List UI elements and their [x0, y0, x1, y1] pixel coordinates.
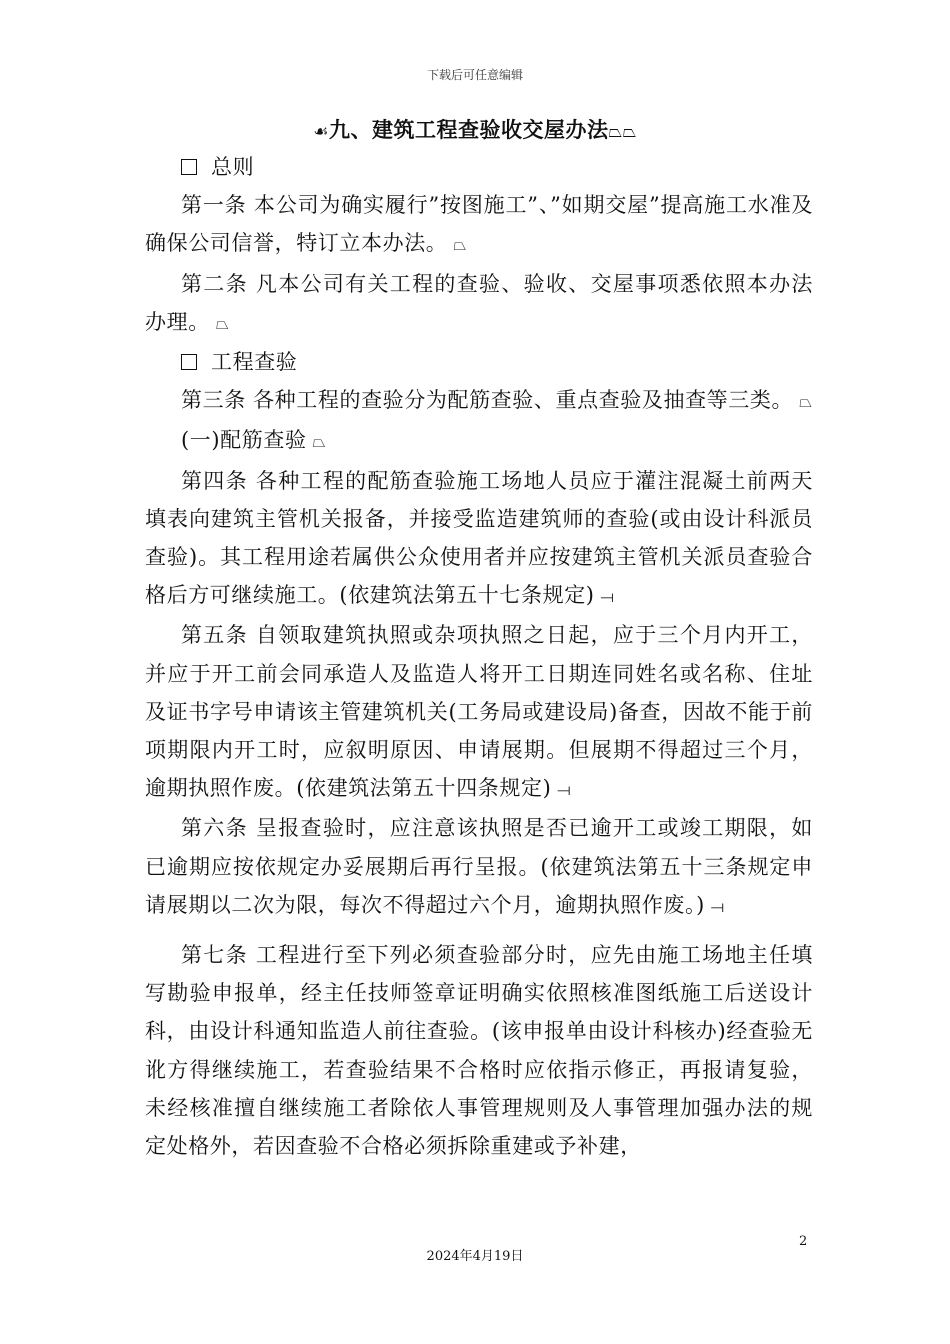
article-6-text: 第六条 呈报查验时，应注意该执照是否已逾开工或竣工期限，如已逾期应按依规定办妥展期后再行呈报。(依建筑法第五十三条规定申请展期以二次为限，每次不得超过六个月，逾期执照作废。) — [145, 816, 813, 917]
article-3-text: 第三条 各种工程的查验分为配筋查验、重点查验及抽查等三类。 — [181, 388, 794, 413]
title-end-marks: ⏢⏢ — [608, 122, 637, 142]
subsection-rebar — [145, 421, 813, 461]
footer-date: 2024年4月19日 — [426, 1249, 524, 1264]
section-heading-inspection — [145, 343, 813, 381]
section-inspection-label: 工程查验 — [211, 350, 298, 375]
article-2-text: 第二条 凡本公司有关工程的查验、验收、交屋事项悉依照本办法办理。 — [145, 271, 813, 334]
decorative-leaf-icon: ☙ — [313, 122, 330, 142]
page-number: 2 — [799, 1234, 808, 1249]
paragraph-mark-icon: ⏢ — [453, 235, 467, 255]
paragraph-gap — [145, 926, 813, 936]
subsection-rebar-text: (一)配筋查验 — [181, 428, 307, 453]
article-7-text: 第七条 工程进行至下列必须查验部分时，应先由施工场地主任填写勘验申报单，经主任技师签章证明确实依照核准图纸施工后送设计科，由设计科通知监造人前往查验。(该申报单由设计科核办)经查验无讹方得继续施工，若查验结果不合格时应依指示修正，再报请复验，未经核准擅自继续施工者除依人事管理规则及人事管理加强办法的规定处格外，若因查验不合格必须拆除重建或予补建， — [145, 943, 813, 1159]
paragraph-mark-icon: ⏢ — [312, 432, 326, 452]
section-general-label: 总则 — [211, 155, 255, 179]
article-1-text: 第一条 本公司为确实履行”按图施工”、”如期交屋”提高施工水准及确保公司信誉，特订立本办法。 — [145, 193, 813, 256]
article-5 — [145, 616, 813, 809]
checkbox-square-icon — [181, 159, 197, 175]
line-end-mark-icon: ⟞ — [710, 896, 725, 916]
line-end-mark-icon: ⟞ — [557, 780, 572, 800]
checkbox-square-icon — [181, 354, 197, 370]
article-2 — [145, 265, 813, 343]
article-3 — [145, 381, 813, 421]
page-header: 下载后可任意编辑 — [426, 68, 523, 82]
line-end-mark-icon: ⟞ — [600, 587, 615, 607]
article-5-text: 第五条 自领取建筑执照或杂项执照之日起，应于三个月内开工，并应于开工前会同承造人及监造人将开工日期连同姓名或名称、住址及证书字号申请该主管建筑机关(工务局或建设局)备查，因故不能于前项期限内开工时，应叙明原因、申请展期。但展期不得超过三个月，逾期执照作废。(依建筑法第五十四条规定) — [145, 623, 813, 801]
document-title — [0, 114, 950, 144]
section-heading-general — [145, 148, 813, 186]
paragraph-mark-icon: ⏢ — [799, 392, 813, 412]
title-text: 九、建筑工程查验收交屋办法 — [329, 117, 609, 142]
document-body — [145, 148, 813, 1165]
paragraph-mark-icon: ⏢ — [215, 313, 230, 333]
article-4-text: 第四条 各种工程的配筋查验施工场地人员应于灌注混凝土前两天填表向建筑主管机关报备，并接受监造建筑师的查验(或由设计科派员查验)。其工程用途若属供公众使用者并应按建筑主管机关派员查验合格后方可继续施工。(依建筑法第五十七条规定) — [145, 468, 813, 608]
article-7 — [145, 936, 813, 1165]
article-1 — [145, 186, 813, 264]
article-4 — [145, 462, 813, 617]
article-6 — [145, 809, 813, 926]
